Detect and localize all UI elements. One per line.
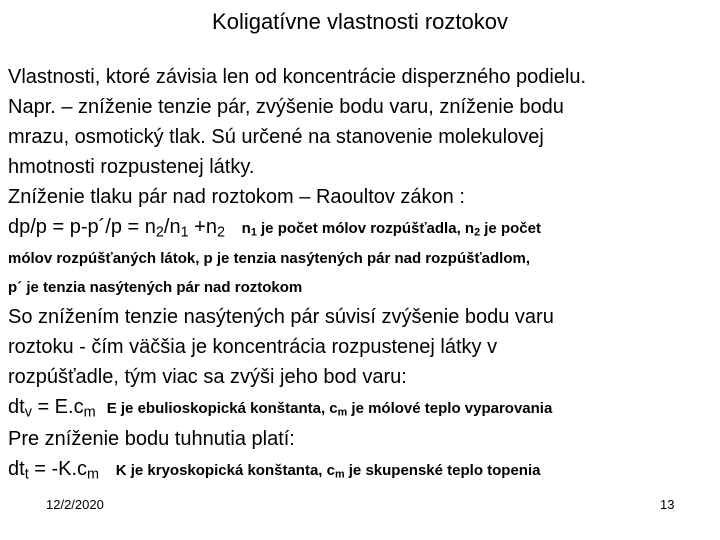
raoult-heading: Zníženie tlaku pár nad roztokom – Raoultov zákon : [8, 186, 465, 208]
freezing-legend: K je kryoskopická konštanta, $c_m$ je skupenské teplo topenia [115, 462, 541, 481]
raoult-formula: dp/p = p-p´/p = $n_2/n_1 +n_2$ [8, 216, 225, 241]
boiling-formula-line [8, 392, 714, 424]
boiling-line-3: rozpúšťadle, tým viac sa zvýši jeho bod varu: [8, 366, 407, 388]
raoult-legend-line-3: p´ je tenzia nasýtených pár nad roztokom [8, 279, 303, 296]
intro-line-2: Napr. – zníženie tenzie pár, zvýšenie bodu varu, zníženie bodu [8, 96, 564, 118]
intro-line-1: Vlastnosti, ktoré závisia len od koncentrácie disperzného podielu. [8, 66, 587, 88]
raoult-legend-line-2: mólov rozpúšťaných látok, p je tenzia nasýtených pár nad rozpúšťadlom, [8, 250, 530, 267]
boiling-line-1: So znížením tenzie nasýtených pár súvisí zvýšenie bodu varu [8, 306, 554, 328]
raoult-legend: $n_1$ je počet mólov rozpúšťadla, $n_2$ je počet [241, 220, 541, 239]
freezing-formula: $dt_t = -K.c_m$ [8, 458, 100, 483]
intro-line-3: mrazu, osmotický tlak. Sú určené na stanovenie molekulovej [8, 126, 544, 148]
footer-page-number: 13 [660, 497, 675, 512]
raoult-formula-line [8, 212, 714, 244]
boiling-formula: $dt_v = E.c_m$ [8, 396, 96, 421]
freezing-heading: Pre zníženie bodu tuhnutia platí: [8, 428, 295, 450]
footer-date: 12/2/2020 [46, 497, 104, 512]
boiling-line-2: roztoku - čím väčšia je koncentrácia rozpustenej látky v [8, 336, 498, 358]
boiling-legend: E je ebulioskopická konštanta, $c_m$ je mólové teplo vyparovania [106, 400, 553, 419]
slide-body [8, 62, 714, 486]
slide-title: Koligatívne vlastnosti roztokov [212, 9, 508, 34]
freezing-formula-line [8, 454, 714, 486]
intro-line-4: hmotnosti rozpustenej látky. [8, 156, 255, 178]
